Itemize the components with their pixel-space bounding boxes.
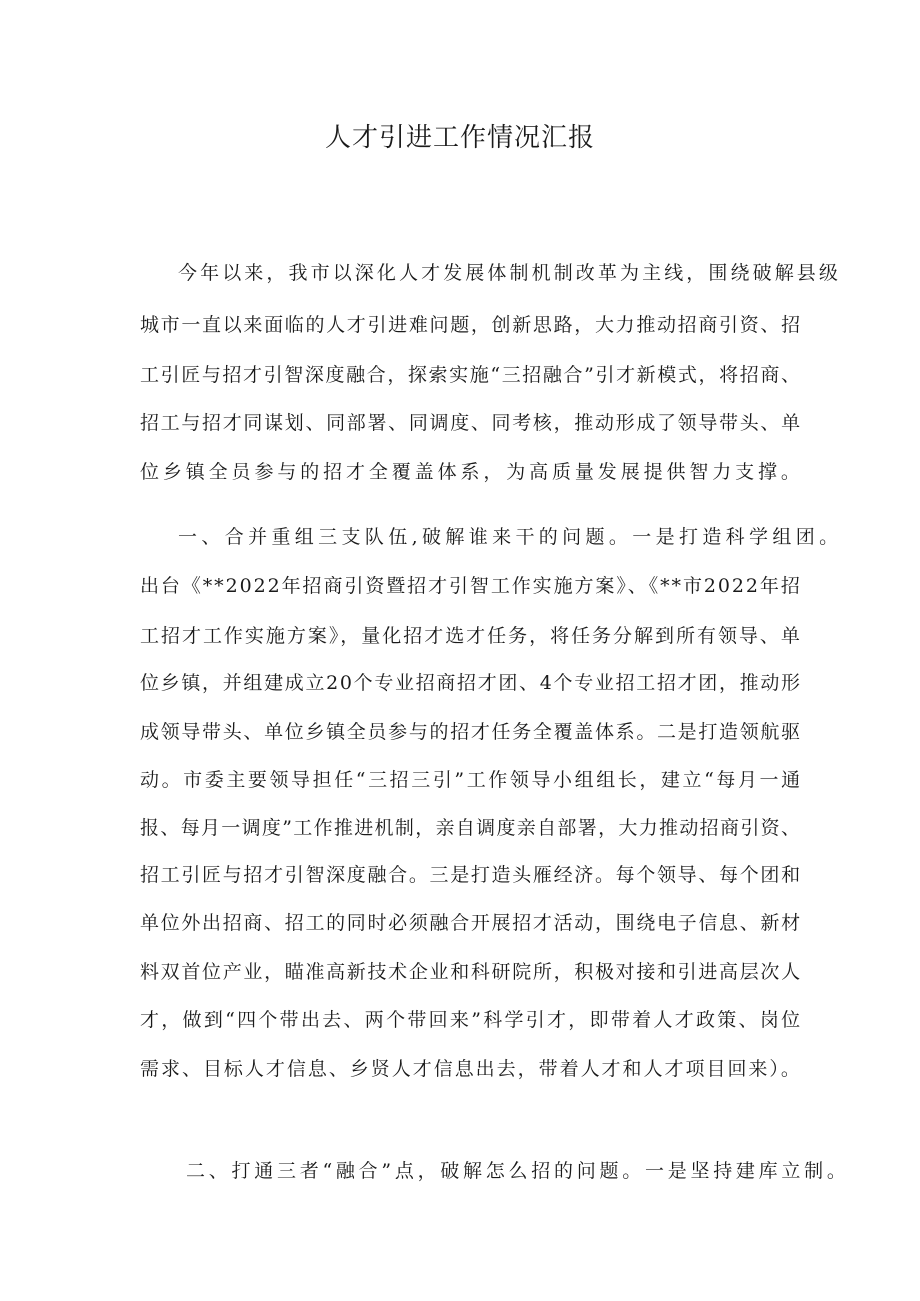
p2-line-3: 工招才工作实施方案》，量化招才选才任务，将任务分解到所有领导、单	[140, 625, 802, 647]
p2-line-12: 需求、目标人才信息、乡贤人才信息出去，带着人才和人才项目回来）。	[140, 1058, 802, 1080]
p2-line-1: 一、合并重组三支队伍,破解谁来干的问题。一是打造科学组团。	[178, 526, 843, 548]
p2-line-8: 招工引匠与招才引智深度融合。三是打造头雁经济。每个领导、每个团和	[140, 864, 802, 886]
p3-line-1: 二、打通三者“融合”点，破解怎么招的问题。一是坚持建库立制。	[186, 1160, 850, 1182]
p2-line-5: 成领导带头、单位乡镇全员参与的招才任务全覆盖体系。二是打造领航驱	[140, 721, 802, 743]
p2-line-11: 才，做到“四个带出去、两个带回来”科学引才，即带着人才政策、岗位	[140, 1009, 803, 1031]
p1-line-2: 城市一直以来面临的人才引进难问题，创新思路，大力推动招商引资、招	[140, 314, 802, 336]
document-title: 人才引进工作情况汇报	[324, 123, 595, 153]
p1-line-4: 招工与招才同谋划、同部署、同调度、同考核，推动形成了领导带头、单	[140, 412, 802, 434]
p2-line-4: 位乡镇，并组建成立20个专业招商招才团、4个专业招工招才团，推动形	[140, 672, 802, 694]
p2-line-7: 报、每月一调度”工作推进机制，亲自调度亲自部署，大力推动招商引资、	[140, 817, 802, 839]
p2-line-6: 动。市委主要领导担任“三招三引”工作领导小组组长，建立“每月一通	[140, 769, 803, 791]
p1-line-1: 今年以来，我市以深化人才发展体制机制改革为主线，围绕破解县级	[178, 262, 842, 284]
p2-line-2: 出台《**2022年招商引资暨招才引智工作实施方案》、《**市2022年招	[140, 575, 802, 597]
p1-line-3: 工引匠与招才引智深度融合，探索实施“三招融合”引才新模式，将招商、	[140, 364, 802, 386]
p2-line-10: 料双首位产业，瞄准高新技术企业和科研院所，积极对接和引进高层次人	[140, 961, 802, 983]
p2-line-9: 单位外出招商、招工的同时必须融合开展招才活动，围绕电子信息、新材	[140, 912, 802, 934]
p1-line-5: 位乡镇全员参与的招才全覆盖体系，为高质量发展提供智力支撑。	[140, 461, 804, 483]
